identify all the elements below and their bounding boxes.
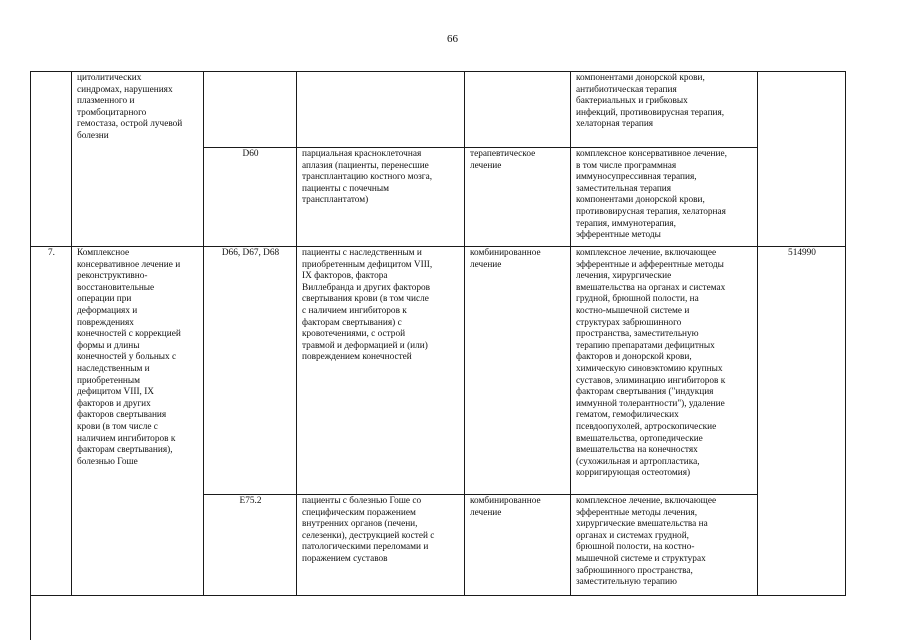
icd-code-cell (204, 247, 297, 495)
patient-model-cell (297, 72, 465, 148)
treatment-method-text: комплексное лечение, включающее эфферентные и афферентные методы лечения, хирургические вмешательства на органах и системах грудной, брюшной полости, на костно-мышечной системе и структурах забрюшинного пространства, заместительную терапию препаратами дефицитных факторов и донорской крови, химическую синовэктомию крупных суставов, элиминацию ингибиторов к факторам свертывания ("индукция иммунной толерантности"), удаление гематом, гемофилических псевдоопухолей, артроскопические вмешательства, ортопедические вмешательства на конечностях (сухожильная и артропластика, корригирующая остеотомия) (576, 248, 726, 479)
table-row (31, 72, 846, 148)
care-name-cell (72, 247, 204, 596)
treatment-method-cell (571, 148, 758, 247)
patient-model-cell (297, 495, 465, 596)
treatment-type-cell (465, 72, 571, 148)
treatment-method-cell (571, 495, 758, 596)
table-continuation-rule (30, 596, 31, 640)
treatment-type-cell (465, 495, 571, 596)
treatment-method-cell (571, 72, 758, 148)
patient-model-text: парциальная красноклеточная аплазия (пациенты, перенесшие трансплантацию костного мозга, пациенты с почечным трансплантатом) (302, 149, 433, 206)
icd-code: E75.2 (239, 496, 262, 506)
page-number: 66 (447, 33, 458, 45)
row-number-cell (31, 72, 72, 247)
icd-code-cell (204, 72, 297, 148)
icd-code: D66, D67, D68 (221, 248, 280, 258)
patient-model-text: пациенты с наследственным и приобретенным дефицитом VIII, IX факторов, фактора Виллебранда и других факторов свертывания крови (в том числе с наличием ингибиторов к факторам свертывания) с кровотечениями, с острой травмой и деформацией и (или) повреждением конечностей (302, 248, 433, 363)
treatment-type-text: комбинированное лечение (470, 248, 541, 270)
patient-model-cell (297, 148, 465, 247)
row-number: 7. (48, 248, 55, 258)
treatment-type-cell (465, 247, 571, 495)
treatment-method-text: компонентами донорской крови, антибиотическая терапия бактериальных и грибковых инфекций, противовирусная терапия, хелаторная терапия (576, 73, 725, 130)
cost-cell (758, 72, 846, 247)
care-name-cell (72, 72, 204, 247)
icd-code-cell (204, 495, 297, 596)
treatment-method-text: комплексное консервативное лечение, в том числе программная иммуносупрессивная терапия, заместительная терапия компонентами донорской крови, противовирусная терапия, хелаторная терапия, иммунотерапия, эфферентные методы (576, 149, 727, 241)
treatment-type-text: терапевтическое лечение (470, 149, 536, 171)
treatment-type-text: комбинированное лечение (470, 496, 541, 518)
treatment-method-text: комплексное лечение, включающее эфферентные методы лечения, хирургические вмешательства на органах и системах грудной, брюшной полости, на костно- мышечной системе и структурах забрюшинного пространства, заместительную терапию (576, 496, 717, 588)
icd-code: D60 (242, 149, 259, 159)
treatment-method-cell (571, 247, 758, 495)
row-number-cell (31, 247, 72, 596)
icd-code-cell (204, 148, 297, 247)
cost-cell (758, 247, 846, 596)
medical-care-table (30, 71, 845, 596)
care-name-text: цитолитических синдромах, нарушениях плазменного и тромбоцитарного гемостаза, острой лучевой болезни (77, 73, 183, 141)
cost-value: 514990 (788, 248, 816, 258)
patient-model-cell (297, 247, 465, 495)
patient-model-text: пациенты с болезнью Гоше со специфическим поражением внутренних органов (печени, селезенки), деструкцией костей с патологическими переломами и поражением суставов (302, 496, 435, 564)
care-name-text: Комплексное консервативное лечение и реконструктивно- восстановительные операции при деформациях и повреждениях конечностей с коррекцией формы и длины конечностей у больных с наследственным и приобретенным дефицитом VIII, IX факторов и других факторов свертывания крови (в том числе с наличием ингибиторов к факторам свертывания), болезнью Гоше (77, 248, 181, 467)
treatment-type-cell (465, 148, 571, 247)
table-row (31, 247, 846, 495)
